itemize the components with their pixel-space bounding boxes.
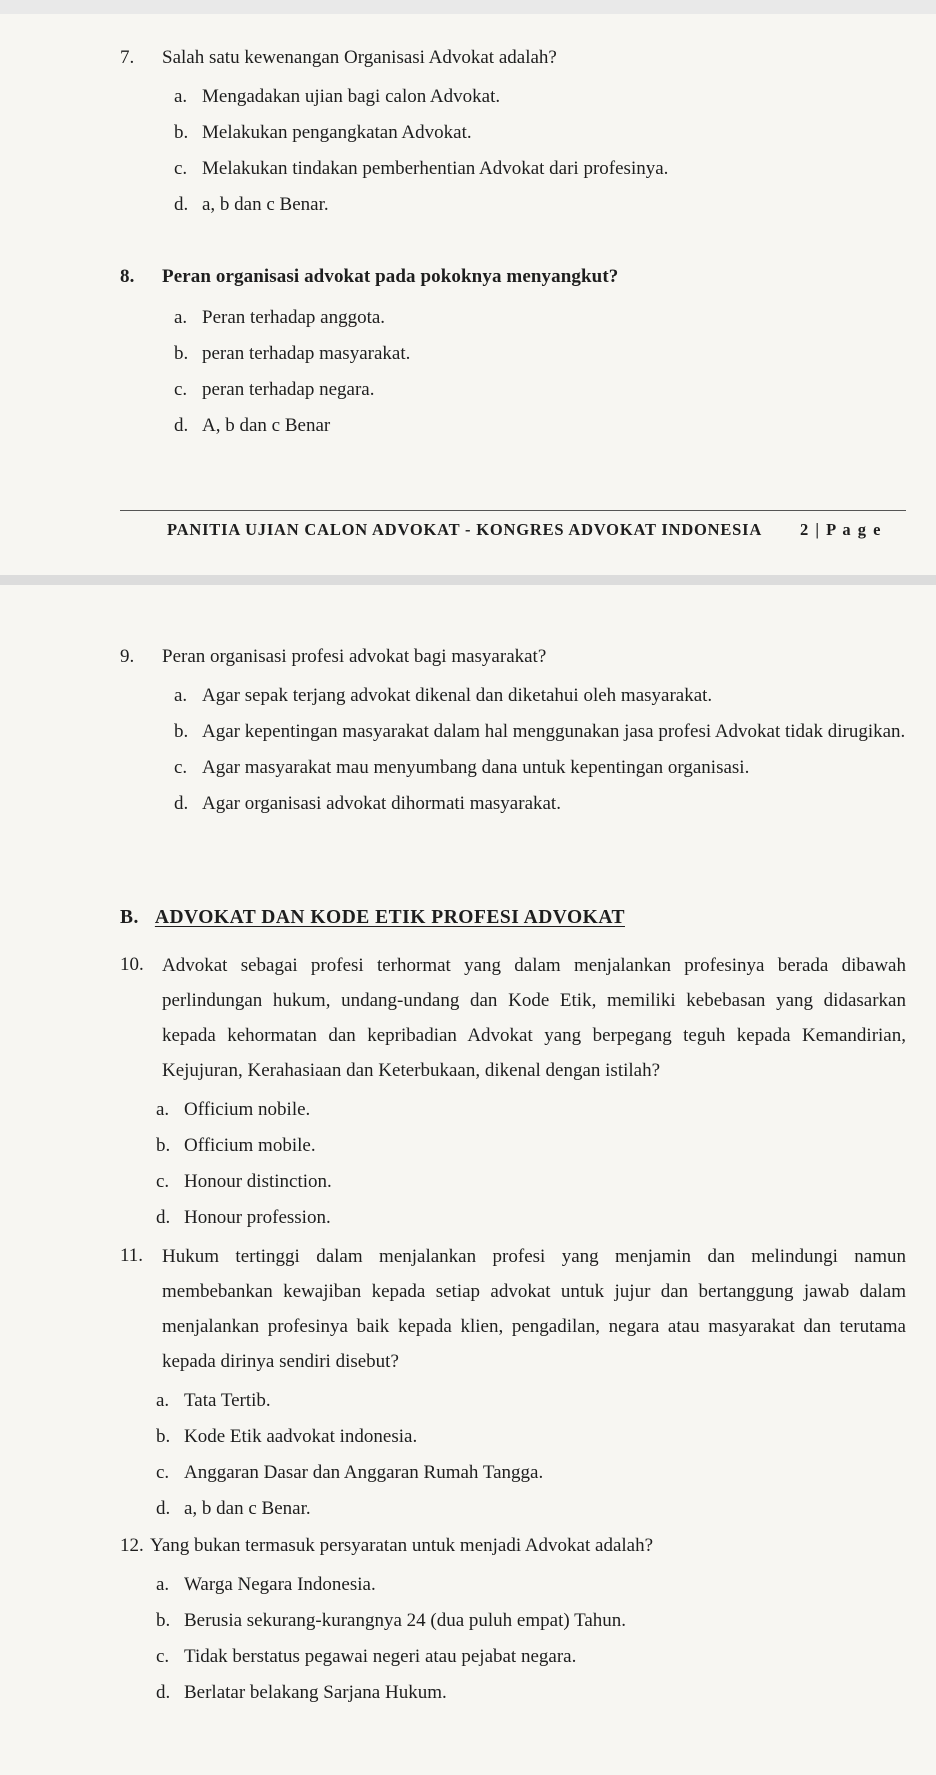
- option-text: a, b dan c Benar.: [184, 1498, 311, 1519]
- option-d: [174, 187, 906, 223]
- option-letter: c.: [174, 158, 188, 179]
- question-11: [120, 1239, 906, 1527]
- option-c: [174, 372, 906, 408]
- question-text: Hukum tertinggi dalam menjalankan profesi yang menjamin dan melindungi namun membebankan kewajiban kepada setiap advokat untuk jujur dan bertanggung jawab dalam menjalankan profesinya baik kepada klien, pengadilan, negara atau masyarakat dan terutama kepada dirinya sendiri disebut?: [162, 1246, 906, 1372]
- option-letter: b.: [156, 1135, 171, 1156]
- question-8-options: [120, 294, 906, 444]
- section-letter: B.: [120, 907, 139, 928]
- question-12: [120, 1529, 906, 1711]
- option-c: [174, 750, 906, 786]
- question-text: Salah satu kewenangan Organisasi Advokat adalah?: [162, 47, 557, 68]
- option-text: Honour profession.: [184, 1207, 331, 1228]
- option-text: Agar masyarakat mau menyumbang dana untuk kepentingan organisasi.: [202, 757, 750, 778]
- option-text: Tata Tertib.: [184, 1390, 271, 1411]
- option-text: Agar kepentingan masyarakat dalam hal menggunakan jasa profesi Advokat tidak dirugikan.: [202, 721, 906, 742]
- question-number: 12.: [120, 1535, 144, 1556]
- question-number: 9.: [120, 646, 135, 667]
- option-letter: a.: [156, 1390, 170, 1411]
- option-text: Agar organisasi advokat dihormati masyarakat.: [202, 793, 561, 814]
- option-letter: c.: [174, 757, 188, 778]
- option-letter: d.: [174, 415, 189, 436]
- option-text: Berusia sekurang-kurangnya 24 (dua puluh empat) Tahun.: [184, 1610, 627, 1631]
- options-list: [120, 678, 906, 822]
- option-d: [156, 1675, 906, 1711]
- option-letter: a.: [156, 1099, 170, 1120]
- option-text: peran terhadap masyarakat.: [202, 343, 411, 364]
- question-text: Advokat sebagai profesi terhormat yang dalam menjalankan profesinya berada dibawah perlindungan hukum, undang-undang dan Kode Etik, memiliki kebebasan yang didasarkan kepada kehormatan dan kepribadian Advokat yang berpegang teguh kepada Kemandirian, Kejujuran, Kerahasiaan dan Keterbukaan, dikenal dengan istilah?: [162, 955, 906, 1081]
- options-list: [120, 300, 906, 444]
- option-text: Honour distinction.: [184, 1171, 332, 1192]
- option-letter: a.: [174, 685, 188, 706]
- option-letter: a.: [174, 86, 188, 107]
- question-number: 11.: [120, 1245, 144, 1266]
- option-text: Melakukan tindakan pemberhentian Advokat dari profesinya.: [202, 158, 669, 179]
- option-letter: c.: [174, 379, 188, 400]
- option-text: Officium nobile.: [184, 1099, 311, 1120]
- option-letter: c.: [156, 1171, 170, 1192]
- option-d: [156, 1491, 906, 1527]
- question-9: [120, 640, 906, 822]
- option-letter: d.: [156, 1207, 171, 1228]
- page-gap: [0, 575, 936, 585]
- option-letter: b.: [174, 721, 189, 742]
- option-letter: c.: [156, 1462, 170, 1483]
- page-number: 2 | P a g e: [800, 520, 883, 539]
- option-letter: b.: [174, 343, 189, 364]
- option-d: [174, 408, 906, 444]
- option-b: [174, 336, 906, 372]
- option-text: Officium mobile.: [184, 1135, 316, 1156]
- option-text: Warga Negara Indonesia.: [184, 1574, 376, 1595]
- section-heading: [120, 907, 625, 929]
- option-text: Mengadakan ujian bagi calon Advokat.: [202, 86, 501, 107]
- option-a: [174, 300, 906, 336]
- option-text: peran terhadap negara.: [202, 379, 375, 400]
- question-number: 10.: [120, 954, 144, 975]
- option-c: [156, 1455, 906, 1491]
- footer-rule: [120, 510, 906, 511]
- option-a: [174, 79, 906, 115]
- option-letter: d.: [174, 194, 189, 215]
- option-text: Peran terhadap anggota.: [202, 307, 386, 328]
- option-b: [174, 714, 906, 750]
- option-text: Tidak berstatus pegawai negeri atau pejabat negara.: [184, 1646, 577, 1667]
- option-letter: d.: [156, 1682, 171, 1703]
- question-8: [120, 260, 906, 294]
- option-b: [156, 1419, 906, 1455]
- option-text: Agar sepak terjang advokat dikenal dan diketahui oleh masyarakat.: [202, 685, 713, 706]
- option-text: a, b dan c Benar.: [202, 194, 329, 215]
- option-b: [174, 115, 906, 151]
- option-a: [156, 1567, 906, 1603]
- option-letter: a.: [174, 307, 188, 328]
- option-text: Berlatar belakang Sarjana Hukum.: [184, 1682, 447, 1703]
- section-title: ADVOKAT DAN KODE ETIK PROFESI ADVOKAT: [154, 907, 625, 928]
- question-text: Yang bukan termasuk persyaratan untuk menjadi Advokat adalah?: [150, 1535, 654, 1556]
- option-letter: d.: [156, 1498, 171, 1519]
- option-c: [174, 151, 906, 187]
- option-letter: d.: [174, 793, 189, 814]
- options-list: [120, 1092, 906, 1236]
- option-letter: b.: [174, 122, 189, 143]
- option-text: Anggaran Dasar dan Anggaran Rumah Tangga.: [184, 1462, 544, 1483]
- option-a: [156, 1092, 906, 1128]
- option-d: [174, 786, 906, 822]
- option-text: A, b dan c Benar: [202, 415, 331, 436]
- option-text: Melakukan pengangkatan Advokat.: [202, 122, 472, 143]
- options-list: [120, 1383, 906, 1527]
- option-a: [156, 1383, 906, 1419]
- options-list: [120, 79, 906, 223]
- footer-text: PANITIA UJIAN CALON ADVOKAT - KONGRES ADVOKAT INDONESIA: [167, 520, 763, 539]
- question-number: 8.: [120, 266, 135, 287]
- option-c: [156, 1164, 906, 1200]
- option-d: [156, 1200, 906, 1236]
- question-7: [120, 41, 906, 223]
- option-c: [156, 1639, 906, 1675]
- question-10: [120, 948, 906, 1236]
- options-list: [120, 1567, 906, 1711]
- option-letter: b.: [156, 1610, 171, 1631]
- option-text: Kode Etik aadvokat indonesia.: [184, 1426, 418, 1447]
- option-letter: c.: [156, 1646, 170, 1667]
- option-a: [174, 678, 906, 714]
- question-text: Peran organisasi advokat pada pokoknya menyangkut?: [162, 266, 619, 287]
- option-b: [156, 1603, 906, 1639]
- option-letter: a.: [156, 1574, 170, 1595]
- question-number: 7.: [120, 47, 135, 68]
- option-letter: b.: [156, 1426, 171, 1447]
- question-text: Peran organisasi profesi advokat bagi masyarakat?: [162, 646, 547, 667]
- option-b: [156, 1128, 906, 1164]
